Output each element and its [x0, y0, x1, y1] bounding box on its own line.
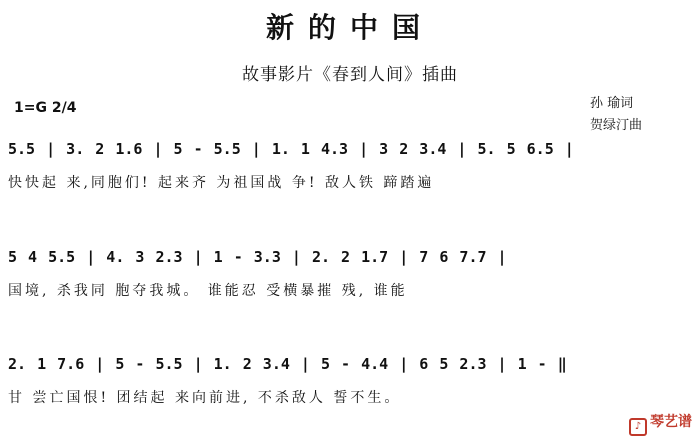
notes-row: 5.5 | 3. 2 1.6 | 5 - 5.5 | 1. 1 4.3 | 3 2 3.4 | 5. 5 6.5 | [8, 140, 574, 158]
lyrics-row: 甘 尝亡国恨! 团结起 来向前进, 不杀敌人 誓不生。 [8, 390, 402, 406]
lyricist-credit: 孙 瑜词 [590, 96, 634, 111]
music-note-icon: ♪ [629, 418, 647, 436]
notes-row: 5 4 5.5 | 4. 3 2.3 | 1 - 3.3 | 2. 2 1.7 | 7 6 7.7 | [8, 248, 507, 266]
song-subtitle: 故事影片《春到人间》插曲 [242, 65, 458, 85]
watermark-text: 琴艺谱 [650, 414, 692, 430]
watermark-logo [629, 411, 692, 436]
composer-credit: 贺绿汀曲 [590, 118, 643, 133]
song-title: 新的中国 [265, 11, 434, 44]
key-signature: 1=G 2/4 [14, 100, 77, 116]
notes-row: 2. 1 7.6 | 5 - 5.5 | 1. 2 3.4 | 5 - 4.4 | 6 5 2.3 | 1 - ‖ [8, 355, 567, 373]
lyrics-row: 快快起 来,同胞们! 起来齐 为祖国战 争! 敌人铁 蹄踏遍 [8, 175, 435, 191]
lyrics-row: 国境, 杀我同 胞夺我城。 谁能忍 受横暴摧 残, 谁能 [8, 283, 408, 299]
